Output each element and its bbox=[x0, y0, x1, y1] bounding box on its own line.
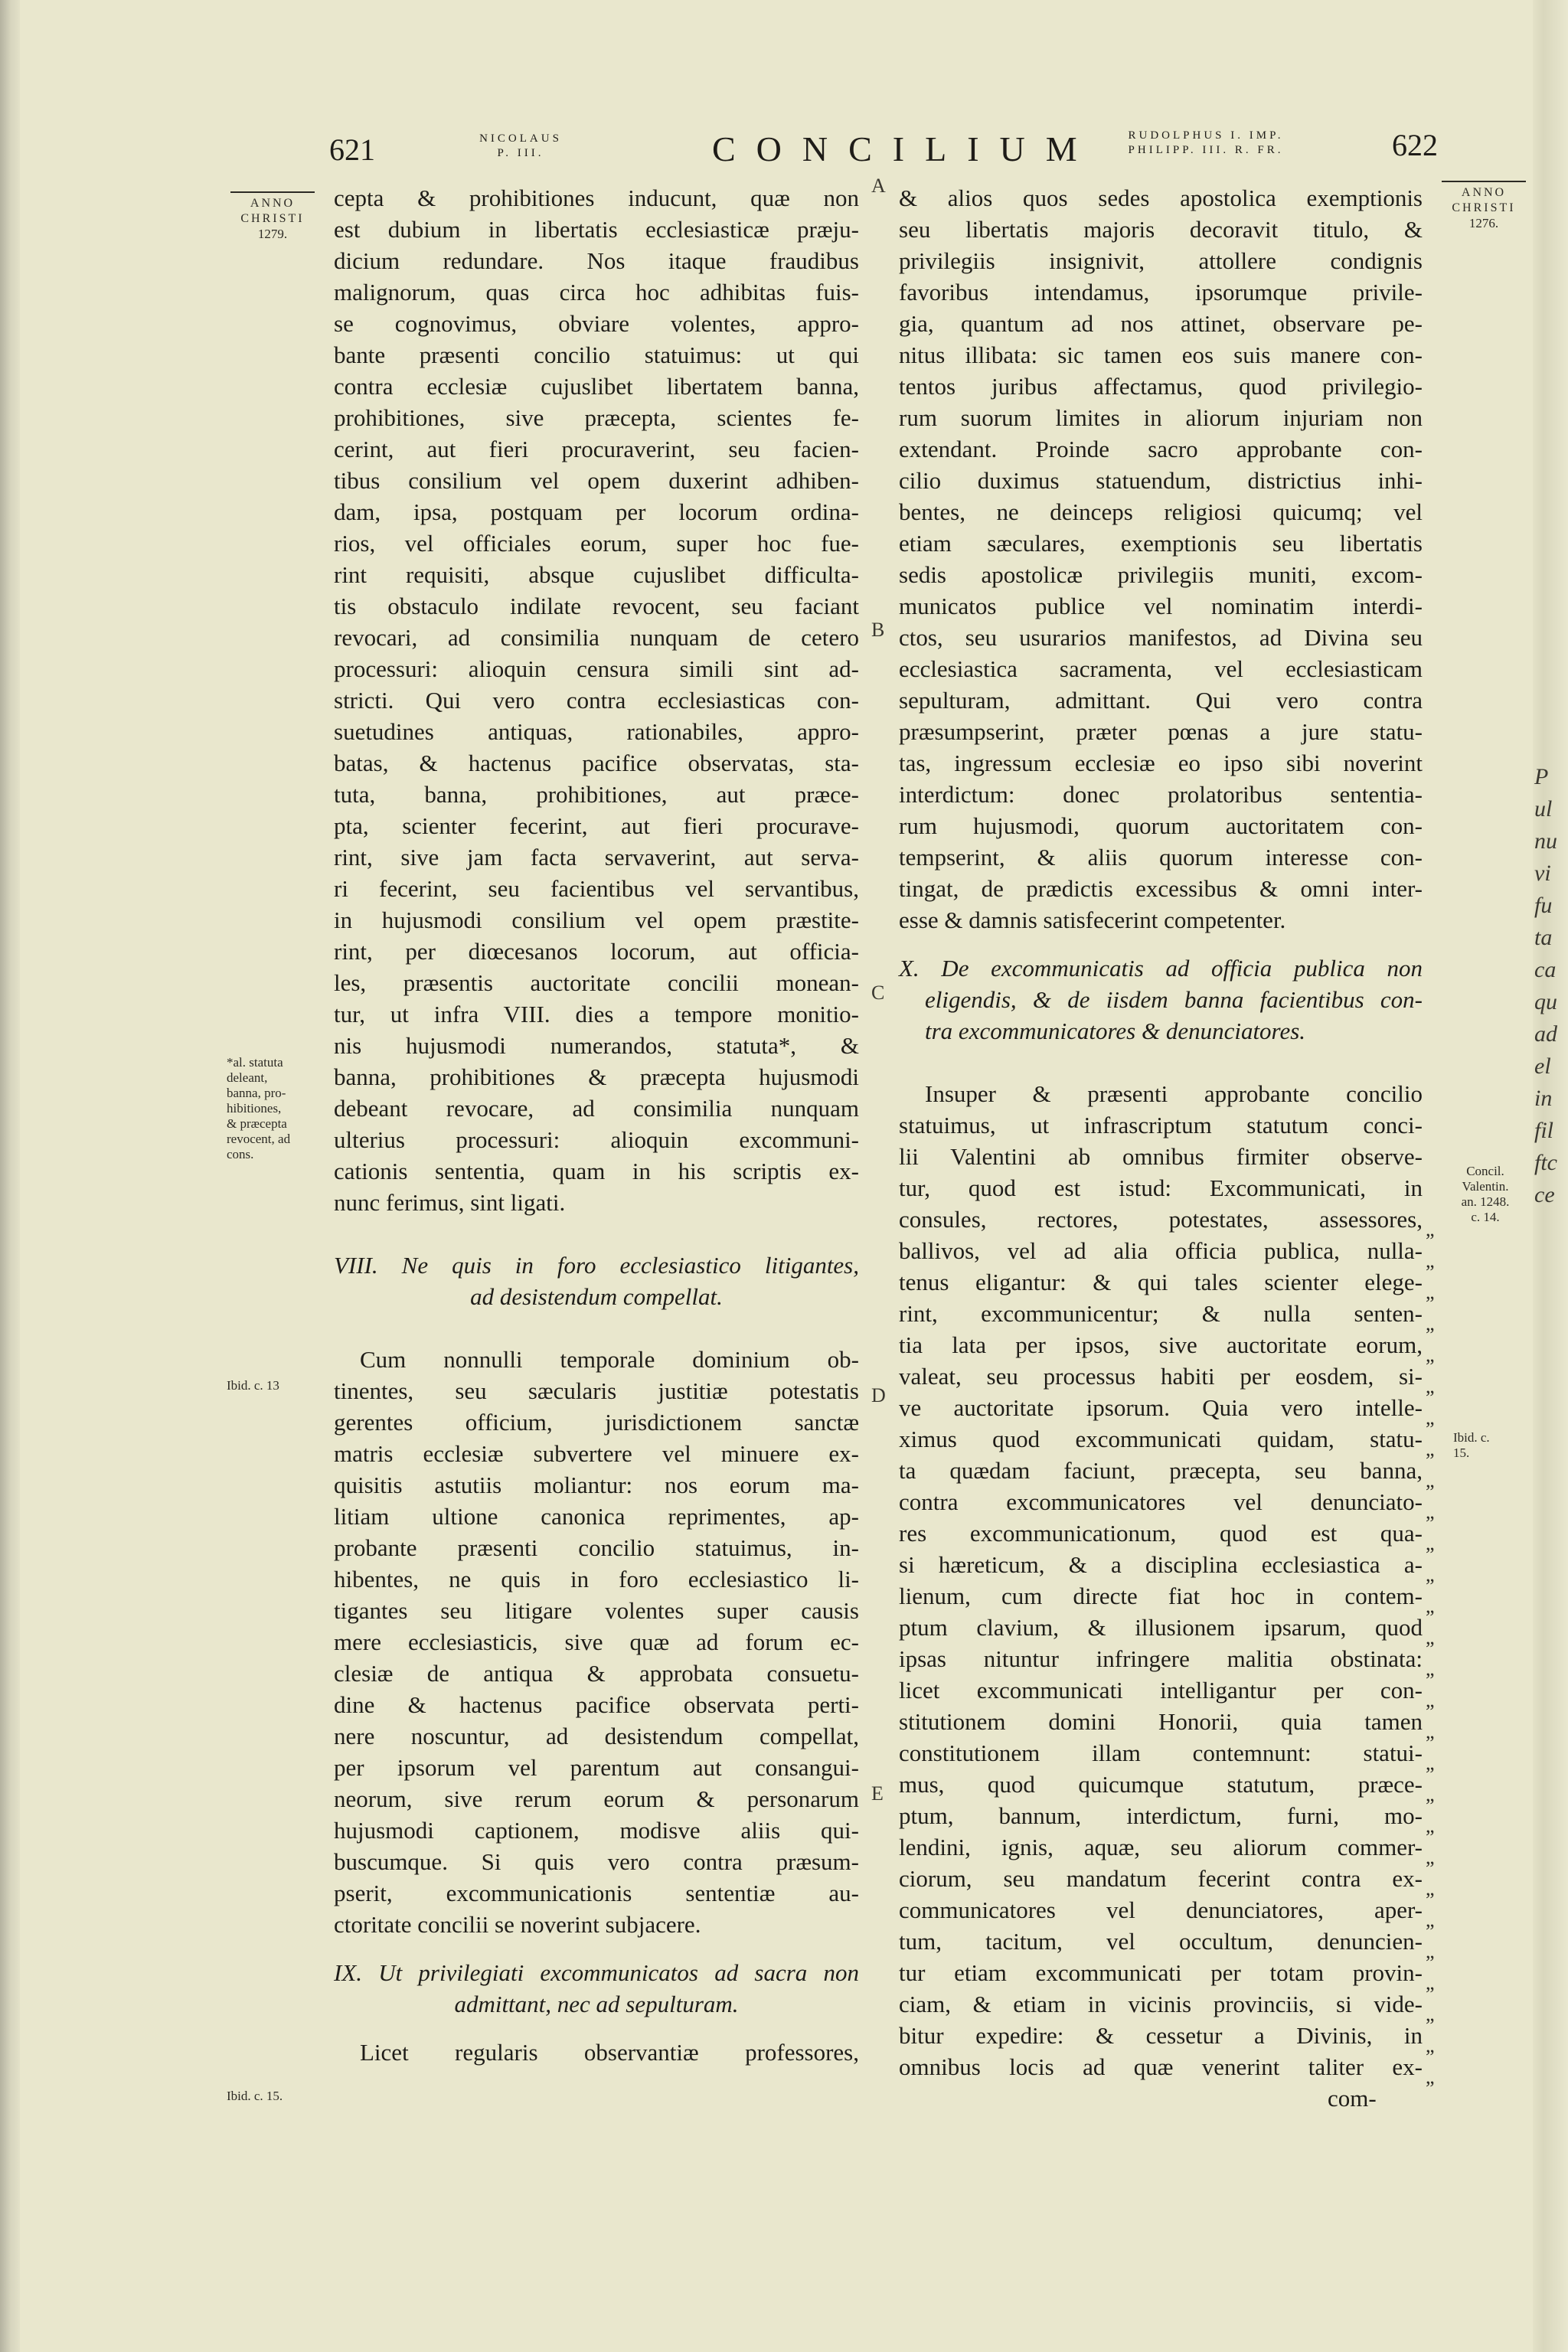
next-page-edge bbox=[1533, 0, 1568, 2352]
text-line: nis hujusmodi numerandos, statuta*, & bbox=[334, 1032, 859, 1059]
edge-text-fragment: ftc bbox=[1534, 1150, 1557, 1175]
text-line: revocari, ad consimilia nunquam de cetero bbox=[334, 624, 859, 651]
text-line: bante præsenti concilio statuimus: ut qui bbox=[334, 341, 859, 368]
text-line: ptum clavium, & illusionem ipsarum, quod bbox=[899, 1614, 1423, 1641]
edge-text-fragment: ad bbox=[1534, 1021, 1557, 1047]
quote-mark: ” bbox=[1426, 1638, 1435, 1660]
text-line: les, præsentis auctoritate concilii monean- bbox=[334, 969, 859, 996]
text-line: tis obstaculo indilate revocent, seu faciant bbox=[334, 593, 859, 619]
text-line: suetudines antiquas, rationabiles, appro- bbox=[334, 718, 859, 745]
text-line: tentos juribus affectamus, quod privilegio- bbox=[899, 373, 1423, 400]
text-line: ballivos, vel ad alia officia publica, nulla- bbox=[899, 1237, 1423, 1264]
text-line: tenus eligantur: & qui tales scienter elege- bbox=[899, 1269, 1423, 1295]
text-line: extendant. Proinde sacro approbante con- bbox=[899, 436, 1423, 462]
quote-mark: ” bbox=[1426, 1763, 1435, 1785]
note-line: 15. bbox=[1453, 1446, 1470, 1460]
left-running-head bbox=[459, 132, 582, 178]
text-line: tum, tacitum, vel occultum, denuncien- bbox=[899, 1928, 1423, 1955]
left-text-column bbox=[334, 182, 859, 2068]
section-letter: B bbox=[871, 619, 885, 641]
text-line: communicatores vel denunciatores, aper- bbox=[899, 1896, 1423, 1923]
text-line: favoribus intendamus, ipsorumque privile- bbox=[899, 279, 1423, 305]
edge-text-fragment: el bbox=[1534, 1054, 1551, 1079]
text-line: tur, quod est istud: Excommunicati, in bbox=[899, 1174, 1423, 1201]
edge-text-fragment: ul bbox=[1534, 796, 1553, 822]
christi-label: CHRISTI bbox=[1452, 201, 1516, 214]
text-line: lii Valentini ab omnibus firmiter observe- bbox=[899, 1143, 1423, 1170]
text-line: valeat, seu processus habiti per eosdem, si- bbox=[899, 1363, 1423, 1390]
text-line: municatos publice vel nominatim interdi- bbox=[899, 593, 1423, 619]
spacer bbox=[334, 2020, 859, 2037]
text-line: etiam sæculares, exemptionis seu libertatis bbox=[899, 530, 1423, 557]
note-line: Ibid. c. bbox=[1453, 1430, 1490, 1445]
text-line: tempserint, & aliis quorum interesse con- bbox=[899, 844, 1423, 871]
quote-mark: ” bbox=[1426, 1952, 1435, 1974]
text-line: eligendis, & de iisdem banna facientibus con- bbox=[925, 986, 1423, 1013]
quote-mark: ” bbox=[1426, 1481, 1435, 1503]
quote-mark: ” bbox=[1426, 1700, 1435, 1723]
edge-text-fragment: fu bbox=[1534, 893, 1553, 918]
text-line: pta, scienter fecerint, aut fieri procurave- bbox=[334, 812, 859, 839]
note-line: an. 1248. bbox=[1461, 1194, 1510, 1209]
edge-text-fragment: ca bbox=[1534, 957, 1557, 982]
edge-text-fragment: vi bbox=[1534, 861, 1551, 886]
quote-mark: ” bbox=[1426, 1606, 1435, 1628]
note-line: Valentin. bbox=[1462, 1179, 1509, 1194]
text-line: clesiæ de antiqua & approbata consuetu- bbox=[334, 1660, 859, 1687]
text-line: dam, ipsa, postquam per locorum ordina- bbox=[334, 498, 859, 525]
left-margin-year-note bbox=[227, 191, 318, 242]
year-label: 1279. bbox=[257, 227, 288, 241]
quote-mark: ” bbox=[1426, 1920, 1435, 1942]
quote-mark: ” bbox=[1426, 1418, 1435, 1440]
text-line: statuimus, ut infrascriptum statutum conci- bbox=[899, 1112, 1423, 1138]
margin-rule bbox=[1442, 181, 1526, 182]
note-line: *al. statuta bbox=[227, 1055, 283, 1070]
text-line: bentes, ne deinceps religiosi quicumq; vel bbox=[899, 498, 1423, 525]
text-line: mere ecclesiasticis, sive quæ ad forum ec- bbox=[334, 1628, 859, 1655]
section-letter: C bbox=[871, 982, 885, 1004]
text-line: contra ecclesiæ cujuslibet libertatem banna, bbox=[334, 373, 859, 400]
christi-label: CHRISTI bbox=[240, 212, 305, 225]
text-line: processuri: alioquin censura simili sint ad- bbox=[334, 655, 859, 682]
edge-text-fragment: qu bbox=[1534, 989, 1557, 1014]
right-text-column bbox=[899, 182, 1423, 2114]
text-line: se cognovimus, obviare volentes, appro- bbox=[334, 310, 859, 337]
text-line: cilio duximus statuendum, districtius inhi- bbox=[899, 467, 1423, 494]
edge-text-fragment: P bbox=[1534, 764, 1549, 789]
spacer bbox=[899, 1047, 1423, 1078]
quote-mark: ” bbox=[1426, 1230, 1435, 1252]
text-line: nunc ferimus, sint ligati. bbox=[334, 1189, 566, 1216]
text-line: pserit, excommunicationis sententiæ au- bbox=[334, 1880, 859, 1906]
quote-mark: ” bbox=[1426, 2046, 1435, 2068]
text-line: ciam, & etiam in vicinis provinciis, si vide- bbox=[899, 1991, 1423, 2017]
quote-mark: ” bbox=[1426, 1292, 1435, 1315]
text-line: si hæreticum, & a disciplina ecclesiastica a- bbox=[899, 1551, 1423, 1578]
text-line: constitutionem illam contemnunt: statui- bbox=[899, 1740, 1423, 1766]
text-line: est dubium in libertatis ecclesiasticæ præju- bbox=[334, 216, 859, 243]
text-line: interdictum: donec prolatoribus sententia- bbox=[899, 781, 1423, 808]
right-running-head bbox=[1087, 129, 1325, 175]
text-line: neorum, sive rerum eorum & personarum bbox=[334, 1785, 859, 1812]
text-line: in hujusmodi consilium vel opem præstite- bbox=[334, 906, 859, 933]
text-line: tia lata per ipsos, sive auctoritate eorum, bbox=[899, 1331, 1423, 1358]
text-line: ximus quod excommunicati quidam, statu- bbox=[899, 1426, 1423, 1452]
text-line: rint, sive jam facta servaverint, aut serva- bbox=[334, 844, 859, 871]
right-running-name: RUDOLPHUS I. IMP. bbox=[1128, 129, 1284, 142]
text-line: ipsas nituntur infringere malitia obstinata: bbox=[899, 1645, 1423, 1672]
text-line: malignorum, quas circa hoc adhibitas fuis- bbox=[334, 279, 859, 305]
ibid-note-1: Ibid. c. 13 bbox=[227, 1378, 279, 1393]
text-line: X. De excommunicatis ad officia publica non bbox=[899, 955, 1423, 982]
text-line: res excommunicationum, quod est qua- bbox=[899, 1520, 1423, 1547]
text-line: consules, rectores, potestates, assessores, bbox=[899, 1206, 1423, 1233]
text-line: mus, quod quicumque statutum, præce- bbox=[899, 1771, 1423, 1798]
text-line: contra excommunicatores vel denunciato- bbox=[899, 1488, 1423, 1515]
text-line: nitus illibata: sic tamen eos suis manere con- bbox=[899, 341, 1423, 368]
quote-mark: ” bbox=[1426, 1355, 1435, 1377]
text-line: litiam ultione canonica reprimentes, ap- bbox=[334, 1503, 859, 1530]
anno-label: ANNO bbox=[1461, 186, 1507, 199]
text-line: tur etiam excommunicati per totam provin- bbox=[899, 1959, 1423, 1986]
text-line: tas, ingressum ecclesiæ eo ipso sibi noverint bbox=[899, 750, 1423, 776]
text-line: admittant, nec ad sepulturam. bbox=[454, 1991, 739, 2017]
text-line: ri fecerint, seu facientibus vel servantibus, bbox=[334, 875, 859, 902]
text-line: Insuper & præsenti approbante concilio bbox=[925, 1080, 1423, 1107]
margin-rule bbox=[230, 191, 315, 193]
text-line: rios, vel officiales eorum, super hoc fue- bbox=[334, 530, 859, 557]
quote-mark: ” bbox=[1426, 2077, 1435, 2099]
text-line: præsumpserint, præter pœnas a jure statu- bbox=[899, 718, 1423, 745]
variant-reading-note bbox=[227, 1055, 349, 1162]
concil-reference-note bbox=[1447, 1164, 1524, 1225]
text-line: lienum, cum directe fiat hoc in contem- bbox=[899, 1583, 1423, 1609]
right-page-number: 622 bbox=[1392, 128, 1438, 162]
left-page-number: 621 bbox=[329, 132, 375, 167]
quotation-marks-column bbox=[1426, 1225, 1435, 2104]
text-line: bitur expedire: & cessetur a Divinis, in bbox=[899, 2022, 1423, 2049]
text-line: ulterius processuri: alioquin excommuni- bbox=[334, 1126, 859, 1153]
quote-mark: ” bbox=[1426, 1449, 1435, 1472]
quote-mark: ” bbox=[1426, 1261, 1435, 1283]
text-line: tur, ut infra VIII. dies a tempore monitio- bbox=[334, 1001, 859, 1027]
text-line: ecclesiastica sacramenta, vel ecclesiasticam bbox=[899, 655, 1423, 682]
text-line: gerentes officium, jurisdictionem sanctæ bbox=[334, 1409, 859, 1436]
note-line: Concil. bbox=[1466, 1164, 1504, 1178]
text-line: tra excommunicatores & denunciatores. bbox=[925, 1018, 1306, 1044]
text-line: cationis sententia, quam in his scriptis ex- bbox=[334, 1158, 859, 1184]
left-running-sub: P. III. bbox=[497, 147, 544, 159]
edge-text-fragment: fil bbox=[1534, 1118, 1554, 1143]
text-line: cerint, aut fieri procuraverint, seu facien- bbox=[334, 436, 859, 462]
right-margin-year-note bbox=[1438, 181, 1530, 231]
text-line: rint, per diœcesanos locorum, aut officia- bbox=[334, 938, 859, 965]
text-line: dicium redundare. Nos itaque fraudibus bbox=[334, 247, 859, 274]
text-line: ta quædam faciunt, præcepta, seu banna, bbox=[899, 1457, 1423, 1484]
note-line: c. 14. bbox=[1471, 1210, 1500, 1224]
book-gutter bbox=[0, 0, 20, 2352]
text-line: rum suorum limites in aliorum injuriam non bbox=[899, 404, 1423, 431]
quote-mark: ” bbox=[1426, 1983, 1435, 2005]
text-line: tingat, de prædictis excessibus & omni inter- bbox=[899, 875, 1423, 902]
quote-mark: ” bbox=[1426, 1324, 1435, 1346]
text-line: com- bbox=[1328, 2085, 1377, 2112]
text-line: ptum, bannum, interdictum, furni, mo- bbox=[899, 1802, 1423, 1829]
text-line: esse & damnis satisfecerint competenter. bbox=[899, 906, 1286, 933]
text-line: per ipsorum vel parentum aut consangui- bbox=[334, 1754, 859, 1781]
note-line: banna, pro- bbox=[227, 1086, 286, 1100]
text-line: licet excommunicati intelligantur per con- bbox=[899, 1677, 1423, 1704]
spacer bbox=[334, 1312, 859, 1344]
edge-text-fragment: nu bbox=[1534, 828, 1557, 854]
spacer bbox=[899, 936, 1423, 952]
quote-mark: ” bbox=[1426, 1544, 1435, 1566]
quote-mark: ” bbox=[1426, 1889, 1435, 1911]
ibid-note-2: Ibid. c. 15. bbox=[227, 2089, 283, 2103]
text-line: cepta & prohibitiones inducunt, quæ non bbox=[334, 185, 859, 211]
text-line: buscumque. Si quis vero contra præsum- bbox=[334, 1848, 859, 1875]
text-line: ciorum, seu mandatum fecerint contra ex- bbox=[899, 1865, 1423, 1892]
text-line: ve auctoritate ipsorum. Quia vero intelle- bbox=[899, 1394, 1423, 1421]
text-line: Cum nonnulli temporale dominium ob- bbox=[360, 1346, 859, 1373]
text-line: lendini, ignis, aquæ, seu aliorum commer- bbox=[899, 1834, 1423, 1860]
text-line: hibentes, ne quis in foro ecclesiastico li- bbox=[334, 1566, 859, 1592]
text-line: stricti. Qui vero contra ecclesiasticas con- bbox=[334, 687, 859, 714]
text-line: privilegiis insignivit, attollere condignis bbox=[899, 247, 1423, 274]
year-label: 1276. bbox=[1468, 216, 1499, 230]
text-line: gia, quantum ad nos attinet, observare pe- bbox=[899, 310, 1423, 337]
quote-mark: ” bbox=[1426, 1575, 1435, 1597]
text-line: VIII. Ne quis in foro ecclesiastico litigantes, bbox=[334, 1252, 859, 1279]
text-line: rint requisiti, absque cujuslibet difficulta- bbox=[334, 561, 859, 588]
text-line: quisitis astutiis moliantur: nos eorum ma- bbox=[334, 1472, 859, 1498]
text-line: tibus consilium vel opem duxerint adhiben- bbox=[334, 467, 859, 494]
text-line: probante præsenti concilio statuimus, in- bbox=[334, 1534, 859, 1561]
text-line: stitutionem domini Honorii, quia tamen bbox=[899, 1708, 1423, 1735]
edge-text-fragment: ta bbox=[1534, 925, 1553, 950]
text-line: rum hujusmodi, quorum auctoritatem con- bbox=[899, 812, 1423, 839]
edge-text-fragment: ce bbox=[1534, 1182, 1555, 1207]
text-line: rint, excommunicentur; & nulla senten- bbox=[899, 1300, 1423, 1327]
quote-mark: ” bbox=[1426, 1512, 1435, 1534]
text-line: seu libertatis majoris decoravit titulo, & bbox=[899, 216, 1423, 243]
text-line: & alios quos sedes apostolica exemptionis bbox=[899, 185, 1423, 211]
text-line: prohibitiones, sive præcepta, scientes fe- bbox=[334, 404, 859, 431]
anno-label: ANNO bbox=[250, 197, 296, 210]
text-line: tuta, banna, prohibitiones, aut præce- bbox=[334, 781, 859, 808]
note-line: hibitiones, bbox=[227, 1101, 282, 1116]
text-line: ctos, seu usurarios manifestos, ad Divina seu bbox=[899, 624, 1423, 651]
quote-mark: ” bbox=[1426, 1387, 1435, 1409]
spacer bbox=[334, 1218, 859, 1250]
text-line: hujusmodi captionem, modisve aliis qui- bbox=[334, 1817, 859, 1844]
text-line: Licet regularis observantiæ professores, bbox=[360, 2039, 859, 2066]
text-line: dine & hactenus pacifice observata perti- bbox=[334, 1691, 859, 1718]
text-line: matris ecclesiæ subvertere vel minuere ex- bbox=[334, 1440, 859, 1467]
quote-mark: ” bbox=[1426, 2014, 1435, 2037]
text-line: sedis apostolicæ privilegiis muniti, excom- bbox=[899, 561, 1423, 588]
spacer bbox=[334, 1940, 859, 1957]
section-letter: D bbox=[871, 1384, 886, 1406]
right-running-sub: PHILIPP. III. R. FR. bbox=[1128, 144, 1284, 156]
quote-mark: ” bbox=[1426, 1669, 1435, 1691]
text-line: IX. Ut privilegiati excommunicatos ad sacra non bbox=[334, 1959, 859, 1986]
quote-mark: ” bbox=[1426, 1795, 1435, 1817]
section-letter: A bbox=[871, 175, 886, 197]
quote-mark: ” bbox=[1426, 1826, 1435, 1848]
text-line: ctoritate concilii se noverint subjacere. bbox=[334, 1911, 701, 1938]
text-line: batas, & hactenus pacifice observatas, sta- bbox=[334, 750, 859, 776]
note-line: & præcepta bbox=[227, 1116, 287, 1131]
text-line: tigantes seu litigare volentes super causis bbox=[334, 1597, 859, 1624]
running-title: CONCILIUM bbox=[712, 129, 1098, 168]
text-line: tinentes, seu sæcularis justitiæ potestatis bbox=[334, 1377, 859, 1404]
note-line: deleant, bbox=[227, 1070, 268, 1085]
edge-text-fragment: in bbox=[1534, 1086, 1553, 1111]
text-line: nere noscuntur, ad desistendum compellat, bbox=[334, 1723, 859, 1749]
quote-mark: ” bbox=[1426, 1857, 1435, 1880]
ibid-reference-note bbox=[1453, 1430, 1522, 1461]
text-line: sepulturam, admittant. Qui vero contra bbox=[899, 687, 1423, 714]
left-running-name: NICOLAUS bbox=[479, 132, 562, 145]
note-line: cons. bbox=[227, 1147, 254, 1161]
text-line: debeant revocare, ad consimilia nunquam bbox=[334, 1095, 859, 1122]
section-letter: E bbox=[871, 1782, 884, 1805]
text-line: omnibus locis ad quæ venerint taliter ex- bbox=[899, 2053, 1423, 2080]
note-line: revocent, ad bbox=[227, 1132, 291, 1146]
text-line: ad desistendum compellat. bbox=[470, 1283, 723, 1310]
quote-mark: ” bbox=[1426, 1732, 1435, 1754]
text-line: banna, prohibitiones & præcepta hujusmodi bbox=[334, 1063, 859, 1090]
